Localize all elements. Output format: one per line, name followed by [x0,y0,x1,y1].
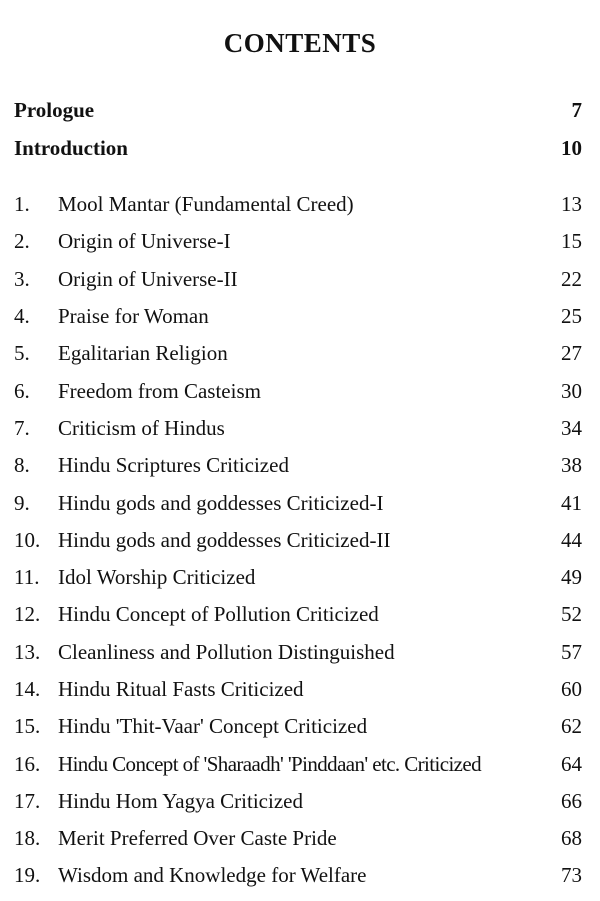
toc-entry-page: 34 [561,415,582,440]
toc-entry-page: 49 [561,565,582,590]
toc-entry-title: Mool Mantar (Fundamental Creed) [58,192,354,217]
toc-entry-title: Hindu 'Thit-Vaar' Concept Criticized [58,714,368,739]
toc-entry-introduction [14,136,582,161]
toc-entry [14,298,582,335]
toc-entry [14,857,582,894]
toc-entry-title: Cleanliness and Pollution Distinguished [58,639,395,664]
toc-entry-title: Criticism of Hindus [58,415,225,440]
toc-entry [14,261,582,298]
toc-entry-number: 1. [14,192,30,217]
toc-entry-number: 8. [14,453,30,478]
toc-entry [14,596,582,633]
toc-entry [14,820,582,857]
toc-entry-number: 18. [14,826,41,851]
toc-entry-page: 30 [561,378,582,403]
toc-entry-number: 2. [14,229,30,254]
toc-entry-page: 57 [561,639,582,664]
toc-entry-number: 9. [14,490,30,515]
toc-entry [14,372,582,409]
toc-entry-number: 13. [14,639,41,664]
toc-entry-page: 15 [561,229,582,254]
toc-entry-title: Freedom from Casteism [58,378,261,403]
toc-entry-title: Hindu gods and goddesses Criticized-I [58,490,384,515]
toc-entry-title: Prologue [14,98,95,122]
toc-entry-title: Idol Worship Criticized [58,565,256,590]
toc-entry-number: 11. [14,565,40,590]
toc-chapter-list [14,186,582,895]
toc-entry [14,335,582,372]
toc-entry-number: 10. [14,527,41,552]
toc-entry-page: 60 [561,677,582,701]
toc-entry-number: 6. [14,378,30,403]
toc-entry-number: 7. [14,415,30,440]
toc-entry [14,223,582,260]
toc-entry-title: Origin of Universe-I [58,229,231,254]
toc-entry-title: Hindu Concept of Pollution Criticized [58,602,379,627]
toc-entry-page: 62 [561,714,582,739]
toc-entry [14,447,582,484]
toc-entry-title: Hindu Concept of 'Sharaadh' 'Pinddaan' etc. Criticized [58,751,482,776]
toc-entry-page: 7 [571,98,582,122]
toc-entry-page: 64 [561,751,582,776]
toc-entry-number: 15. [14,714,41,739]
toc-entry [14,783,582,820]
toc-entry-title: Wisdom and Knowledge for Welfare [58,863,367,888]
toc-entry-title: Introduction [14,136,128,160]
toc-entry-number: 16. [14,751,41,776]
toc-entry-page: 13 [561,192,582,217]
toc-entry [14,745,582,782]
toc-entry-title: Hindu Hom Yagya Criticized [58,788,303,813]
toc-entry-title: Hindu gods and goddesses Criticized-II [58,527,391,552]
toc-entry [14,410,582,447]
toc-entry-number: 14. [14,677,41,701]
toc-entry-number: 3. [14,266,30,291]
toc-entry-number: 12. [14,602,41,627]
toc-entry-page: 38 [561,453,582,478]
toc-entry-title: Origin of Universe-II [58,266,238,291]
toc-entry-page: 44 [561,527,582,552]
toc-entry-number: 19. [14,863,41,888]
toc-entry-page: 66 [561,788,582,813]
toc-entry [14,671,582,708]
page-title: CONTENTS [223,28,377,58]
toc-entry-title: Hindu Scriptures Criticized [58,453,289,478]
toc-entry-number: 4. [14,304,30,329]
toc-entry [14,186,582,223]
toc-entry-page: 10 [561,136,582,160]
toc-entry-title: Merit Preferred Over Caste Pride [58,826,337,851]
toc-entry-page: 52 [561,602,582,627]
toc-entry [14,559,582,596]
toc-entry-title: Hindu Ritual Fasts Criticized [58,677,304,701]
toc-entry-page: 22 [561,266,582,291]
toc-entry [14,708,582,745]
toc-entry [14,522,582,559]
toc-entry-page: 73 [561,863,582,888]
toc-entry-title: Egalitarian Religion [58,341,228,366]
toc-entry [14,634,582,671]
toc-entry-page: 25 [561,304,582,329]
toc-entry [14,484,582,521]
toc-entry-page: 27 [561,341,582,366]
toc-entry-page: 41 [561,490,582,515]
toc-entry-number: 17. [14,788,41,813]
toc-entry-number: 5. [14,341,30,366]
toc-entry-page: 68 [561,826,582,851]
toc-entry-title: Praise for Woman [58,304,209,329]
toc-entry-prologue [14,98,582,123]
